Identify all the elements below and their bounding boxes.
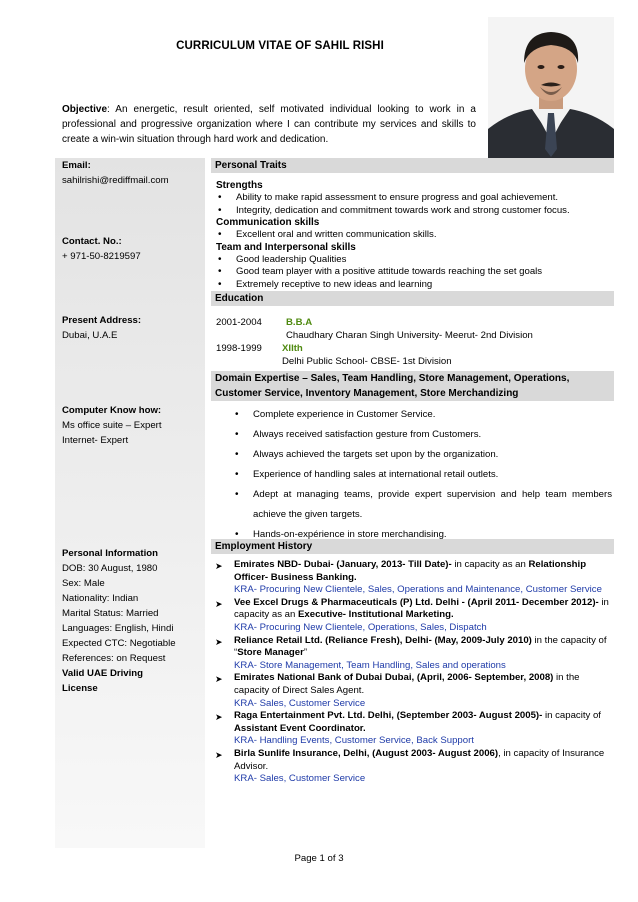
job-item [211, 672, 614, 710]
job-tail: ” [303, 647, 308, 659]
profile-photo [488, 17, 614, 159]
job-kra: KRA- Handling Events, Customer Service, Back Support [234, 735, 474, 747]
job-kra: KRA- Sales, Customer Service [234, 773, 366, 785]
strengths-list [211, 192, 614, 217]
personal-line: Nationality: Indian [62, 593, 139, 604]
employment-list [211, 559, 614, 786]
job-kra: KRA- Procuring New Clientele, Operations, Sales, Dispatch [234, 621, 487, 633]
address-block [62, 313, 141, 343]
personal-line: Sex: Male [62, 578, 105, 589]
job-item [211, 635, 614, 673]
job-role: Relationship Officer- Business Banking. [234, 559, 587, 583]
education-degree: XIIth [282, 343, 303, 354]
strengths-label: Strengths [216, 180, 263, 191]
job-kra: KRA- Store Management, Team Handling, Sales and operations [234, 659, 506, 671]
objective-label: Objective [62, 104, 108, 115]
job-mid: , in capacity of Insurance Advisor. [234, 747, 605, 772]
list-item: • Excellent oral and written communication skills. [216, 229, 614, 242]
list-item: • Always received satisfaction gesture from Customers. [211, 425, 614, 445]
job-role: Assistant Event Coordinator. [234, 722, 366, 734]
job-mid: in the capacity of Direct Sales Agent. [234, 672, 580, 696]
objective-paragraph [62, 102, 476, 147]
personal-line: Marital Status: Married [62, 608, 159, 619]
education-detail: Delhi Public School- CBSE- 1st Division [282, 356, 452, 367]
education-degree: B.B.A [286, 317, 313, 328]
domain-list [211, 405, 614, 545]
license-line: Valid UAE Driving [62, 668, 144, 679]
job-item [211, 597, 614, 635]
education-list [211, 316, 614, 368]
job-kra: KRA- Sales, Customer Service [234, 697, 366, 709]
arrow-bullet-icon: ➤ [215, 674, 223, 685]
computer-label: Computer Know how: [62, 405, 162, 416]
arrow-bullet-icon: ➤ [215, 712, 223, 723]
personal-info-block [62, 546, 176, 696]
arrow-bullet-icon: ➤ [215, 598, 223, 609]
personal-line: Expected CTC: Negotiable [62, 638, 176, 649]
personal-info-label: Personal Information [62, 548, 158, 559]
arrow-bullet-icon: ➤ [215, 561, 223, 571]
education-row [216, 342, 614, 368]
list-item: • Ability to make rapid assessment to ensure progress and goal achievement. [216, 192, 614, 205]
job-mid: in capacity of [542, 710, 601, 722]
license-line: License [62, 683, 98, 694]
arrow-bullet-icon: ➤ [215, 749, 223, 760]
education-detail: Chaudhary Charan Singh University- Meerut- 2nd Division [286, 330, 533, 341]
personal-line: References: on Request [62, 653, 166, 664]
job-item [211, 710, 614, 748]
job-mid: in capacity as an [234, 596, 609, 621]
list-item: • Always achieved the targets set upon by the organization. [211, 445, 614, 465]
email-block [62, 158, 169, 188]
list-item: • Experience of handling sales at international retail outlets. [211, 465, 614, 485]
job-company: Reliance Retail Ltd. (Reliance Fresh), Delhi- (May, 2009-July 2010) [234, 634, 532, 646]
section-heading-traits: Personal Traits [211, 158, 614, 173]
education-years: 2001-2004 [216, 317, 262, 328]
contact-label: Contact. No.: [62, 236, 122, 247]
email-label: Email: [62, 160, 91, 171]
section-heading-education: Education [211, 291, 614, 306]
job-role: Store Manager [237, 647, 304, 659]
objective-text: : An energetic, result oriented, self motivated individual looking to work in a professional and progressive organization where I can contribute my services and skills to create a win-win situation through hard work and dedication. [62, 104, 476, 145]
contact-value: + 971-50-8219597 [62, 251, 141, 262]
job-company: Vee Excel Drugs & Pharmaceuticals (P) Ltd. Delhi - (April 2011- December 2012)- [234, 596, 599, 608]
job-company: Birla Sunlife Insurance, Delhi, (August 2003- August 2006) [234, 747, 499, 759]
page-title: CURRICULUM VITAE OF SAHIL RISHI [176, 40, 384, 52]
job-mid: in capacity as an [451, 559, 529, 570]
job-company: Emirates NBD- Dubai- (January, 2013- Till Date)- [234, 559, 452, 570]
personal-line: DOB: 30 August, 1980 [62, 563, 158, 574]
job-kra: KRA- Procuring New Clientele, Sales, Operations and Maintenance, Customer Service [234, 584, 602, 596]
list-item: • Extremely receptive to new ideas and learning [216, 279, 614, 292]
job-item [211, 748, 614, 786]
personal-line: Languages: English, Hindi [62, 623, 174, 634]
list-item: • Adept at managing teams, provide expert supervision and help team members achieve the given targets. [211, 485, 614, 525]
contact-block [62, 234, 141, 264]
list-item: • Good team player with a positive attitude towards reaching the set goals [216, 266, 614, 279]
page-number: Page 1 of 3 [294, 853, 344, 864]
main-content [211, 158, 614, 786]
education-years: 1998-1999 [216, 343, 262, 354]
team-list [211, 254, 614, 292]
section-heading-employment: Employment History [211, 539, 614, 554]
job-mid: in the capacity of “ [234, 634, 607, 659]
job-company: Raga Entertainment Pvt. Ltd. Delhi, (September 2003- August 2005)- [234, 710, 543, 722]
job-company: Emirates National Bank of Dubai Dubai, (April, 2006- September, 2008) [234, 672, 554, 684]
list-item: • Good leadership Qualities [216, 254, 614, 267]
email-value: sahilrishi@rediffmail.com [62, 175, 169, 186]
left-sidebar [55, 158, 205, 848]
job-item [211, 559, 614, 597]
communication-list [211, 229, 614, 242]
section-heading-domain: Domain Expertise – Sales, Team Handling, Store Management, Operations, Customer Service, Inventory Management, Store Merchandizing [211, 371, 614, 401]
list-item: • Hands-on-expérience in store merchandising. [211, 525, 614, 545]
computer-block [62, 403, 162, 448]
address-label: Present Address: [62, 315, 142, 326]
address-value: Dubai, U.A.E [62, 330, 118, 341]
list-item: • Integrity, dedication and commitment towards work and strong customer focus. [216, 205, 614, 218]
arrow-bullet-icon: ➤ [215, 636, 223, 647]
computer-line: Internet- Expert [62, 435, 129, 446]
computer-line: Ms office suite – Expert [62, 420, 162, 431]
list-item: • Complete experience in Customer Service. [211, 405, 614, 425]
education-row [216, 316, 614, 342]
communication-label: Communication skills [216, 217, 320, 228]
job-role: Executive- Institutional Marketing. [298, 609, 454, 621]
team-label: Team and Interpersonal skills [216, 241, 356, 253]
